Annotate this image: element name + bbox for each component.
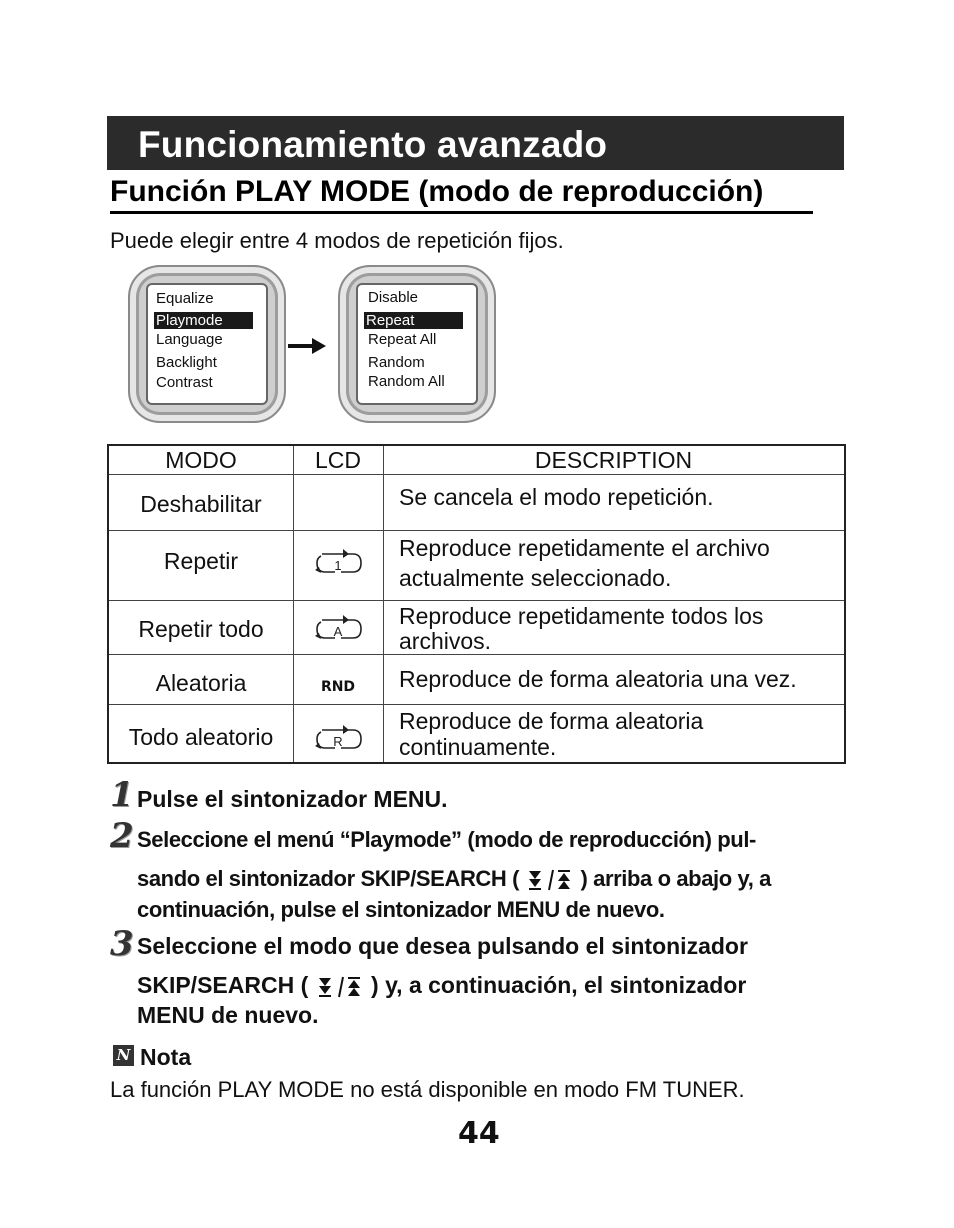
row-divider [109, 530, 844, 531]
header-description: DESCRIPTION [534, 447, 693, 473]
step-number-2: 2 [110, 816, 134, 856]
description-random-all-line2: continuamente. [399, 734, 557, 760]
menu-item-equalize: Equalize [156, 290, 214, 307]
header-lcd: LCD [314, 447, 361, 473]
intro-text: Puede elegir entre 4 modos de repetición fijos. [110, 228, 564, 253]
title-underline [110, 211, 813, 214]
random-lcd-label: RND [320, 679, 356, 695]
column-divider [293, 446, 294, 762]
menu-item-random: Random [368, 354, 425, 371]
step-number-1: 1 [110, 775, 134, 815]
step-3-line2-pre: SKIP/SEARCH ( [137, 972, 309, 998]
repeat-all-label: A [333, 624, 343, 639]
step-number-3: 3 [110, 924, 134, 964]
skip-down-up-icon [315, 974, 365, 1000]
column-divider [383, 446, 384, 762]
mode-repeat: Repetir [163, 548, 239, 574]
menu-item-backlight: Backlight [156, 354, 217, 371]
step-3-line2-post: ) y, a continuación, el sintonizador [371, 972, 747, 998]
row-divider [109, 704, 844, 705]
repeat-random-label: R [333, 734, 343, 749]
menu-item-language: Language [156, 331, 223, 348]
note-icon: N [113, 1045, 134, 1066]
step-3-line2 [137, 969, 746, 1002]
mode-disable: Deshabilitar [140, 491, 262, 517]
description-random: Reproduce de forma aleatoria una vez. [399, 666, 797, 692]
description-repeat-line2: actualmente seleccionado. [399, 565, 672, 591]
mode-repeat-all: Repetir todo [138, 616, 264, 642]
description-repeat-all-line1: Reproduce repetidamente todos los [399, 603, 764, 629]
menu-item-playmode-selected: Playmode [154, 312, 253, 329]
step-2-line1: Seleccione el menú “Playmode” (modo de reproducción) pul- [137, 827, 756, 852]
header-mode: MODO [165, 447, 237, 473]
note-text: La función PLAY MODE no está disponible en modo FM TUNER. [110, 1077, 745, 1102]
menu-item-repeat-all: Repeat All [368, 331, 437, 348]
page-number: 44 [458, 1116, 500, 1151]
step-2-line2-pre: sando el sintonizador SKIP/SEARCH ( [137, 866, 520, 891]
device-screen-main-menu [128, 265, 286, 423]
lcd-screen [356, 283, 478, 405]
description-disable: Se cancela el modo repetición. [399, 484, 714, 510]
step-2-line2 [137, 862, 771, 895]
right-arrow-icon [288, 336, 328, 356]
menu-item-disable: Disable [368, 289, 419, 306]
play-mode-table [107, 444, 846, 764]
step-2-line2-post: ) arriba o abajo y, a [580, 866, 771, 891]
menu-item-repeat-selected: Repeat [364, 312, 463, 329]
row-divider [109, 600, 844, 601]
repeat-all-icon [313, 612, 365, 644]
description-repeat-all-line2: archivos. [399, 628, 492, 654]
mode-random-all: Todo aleatorio [128, 724, 274, 750]
skip-down-up-icon [525, 867, 575, 893]
description-repeat-line1: Reproduce repetidamente el archivo [399, 535, 770, 561]
step-3-line1: Seleccione el modo que desea pulsando el sintonizador [137, 933, 748, 959]
description-random-all-line1: Reproduce de forma aleatoria [399, 708, 704, 734]
section-title: Función PLAY MODE (modo de reproducción) [110, 175, 764, 208]
section-header-bar [107, 116, 844, 170]
mode-random: Aleatoria [155, 670, 247, 696]
step-3-line3: MENU de nuevo. [137, 1002, 319, 1028]
step-1-text: Pulse el sintonizador MENU. [137, 786, 448, 812]
menu-item-random-all: Random All [368, 373, 445, 390]
lcd-screen [146, 283, 268, 405]
repeat-one-label: 1 [334, 558, 342, 573]
repeat-one-icon [313, 546, 365, 578]
note-title: Nota [140, 1044, 192, 1070]
page-title: Funcionamiento avanzado [138, 124, 608, 165]
device-screen-playmode-menu [338, 265, 496, 423]
menu-item-contrast: Contrast [156, 374, 213, 391]
step-2-line3: continuación, pulse el sintonizador MENU de nuevo. [137, 897, 665, 922]
row-divider [109, 474, 844, 475]
repeat-random-icon [313, 722, 365, 754]
